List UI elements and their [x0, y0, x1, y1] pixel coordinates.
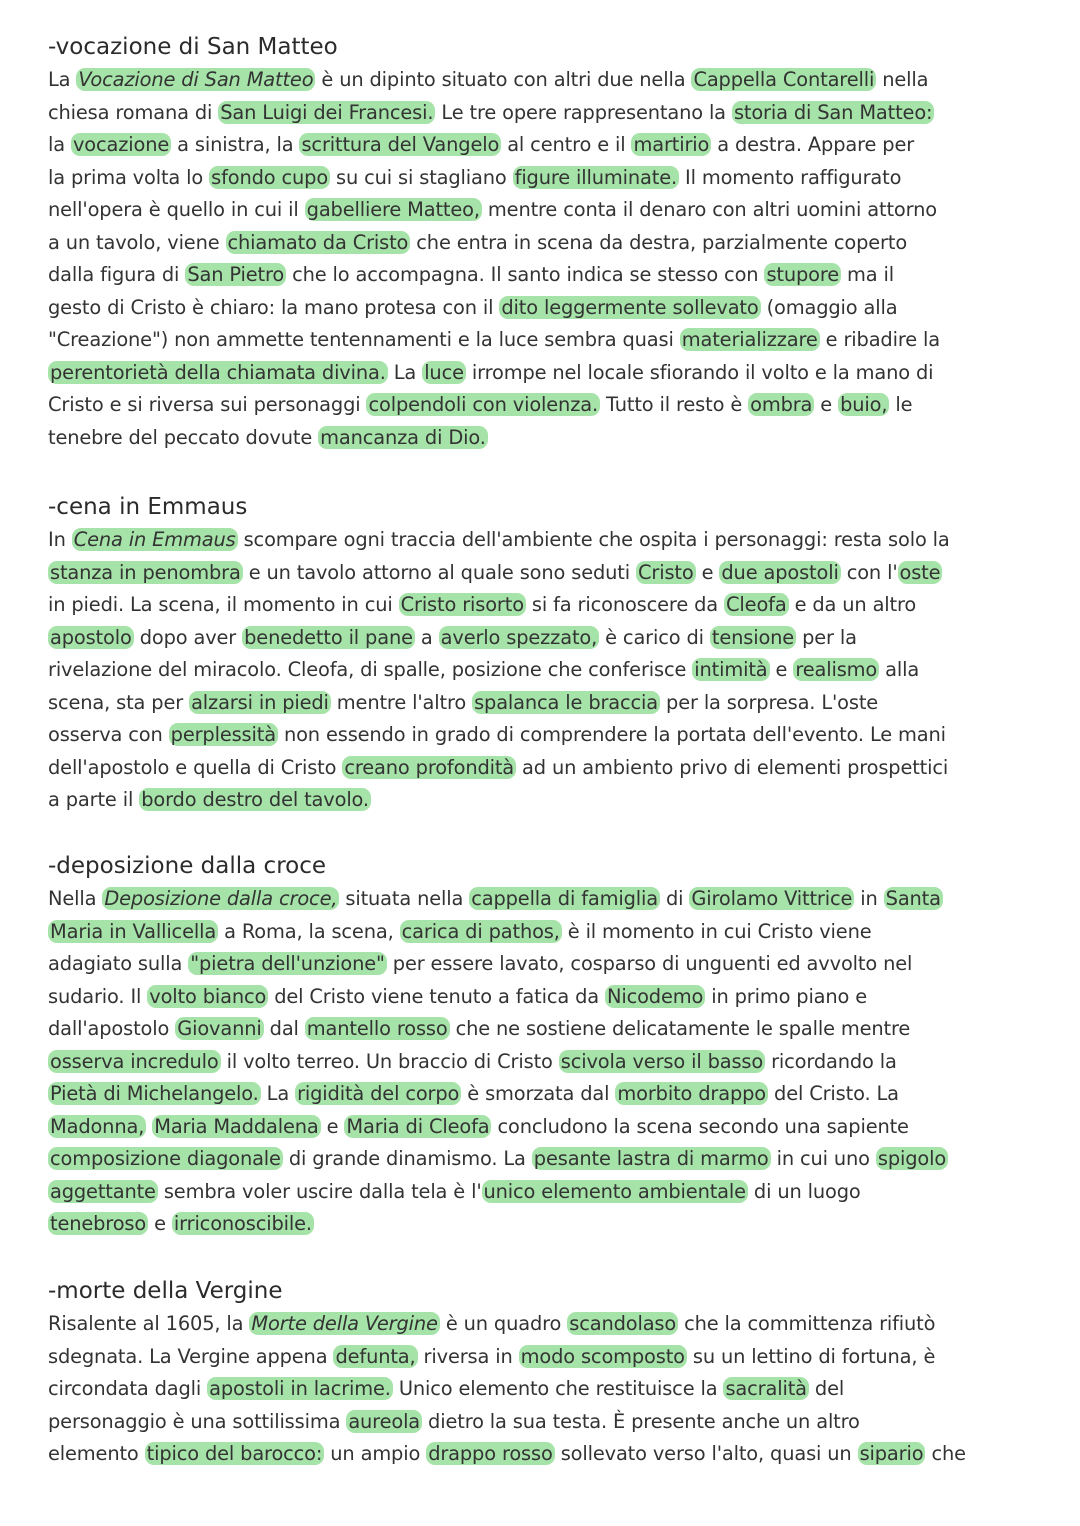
text-segment: di grande dinamismo. La — [282, 1147, 532, 1170]
text-segment: dal — [263, 1017, 305, 1040]
text-segment: le — [889, 393, 913, 416]
text-segment: per la sorpresa. L'oste — [660, 690, 879, 714]
text-segment: del — [808, 1377, 845, 1400]
text-line — [48, 1111, 948, 1144]
highlighted-phrase: "pietra dell'unzione" — [190, 952, 385, 975]
highlighted-phrase: Cleofa — [726, 593, 787, 616]
text-segment: riversa in — [417, 1344, 519, 1368]
section-heading: -morte della Vergine — [48, 1278, 283, 1304]
text-line — [48, 97, 1032, 130]
highlighted-phrase: Vocazione di San Matteo — [78, 68, 314, 91]
text-segment: sembra voler uscire dalla tela è l' — [157, 1179, 482, 1203]
text-line — [48, 589, 950, 622]
highlighted-phrase: spalanca le braccia — [474, 690, 659, 714]
highlighted-phrase: due apostoli — [721, 560, 839, 584]
highlighted-phrase: stupore — [766, 263, 840, 286]
highlighted-phrase: Pietà di Michelangelo. — [50, 1082, 259, 1105]
text-segment: e da un altro — [788, 593, 917, 616]
text-line — [48, 687, 950, 720]
text-line — [48, 324, 1032, 357]
text-line — [48, 916, 948, 949]
highlighted-phrase: irriconoscibile. — [173, 1212, 312, 1235]
text-segment: elemento — [48, 1442, 145, 1465]
text-line — [48, 752, 950, 785]
text-segment: per la — [796, 625, 857, 649]
text-segment: "Creazione") non ammette tentennamenti e la luce sembra quasi — [48, 328, 680, 351]
text-segment: di un luogo — [747, 1179, 861, 1203]
text-segment: alla — [879, 658, 920, 681]
highlighted-phrase: cappella di famiglia — [471, 887, 658, 910]
highlighted-phrase: Maria Maddalena — [154, 1114, 319, 1138]
text-segment: mentre l'altro — [330, 690, 473, 714]
highlighted-phrase: drappo rosso — [428, 1442, 553, 1465]
text-line — [48, 357, 1032, 390]
highlighted-phrase: Santa — [885, 887, 941, 910]
highlighted-phrase: perentorietà della chiamata divina. — [50, 360, 386, 384]
section-deposizione — [48, 849, 948, 1241]
highlighted-phrase: materializzare — [681, 328, 818, 351]
text-segment: osserva con — [48, 723, 169, 746]
text-line — [48, 883, 948, 916]
section-body — [48, 1308, 966, 1471]
highlighted-phrase: tenebroso — [50, 1212, 147, 1235]
text-segment: la prima volta lo — [48, 165, 210, 189]
highlighted-phrase: sacralità — [725, 1377, 807, 1400]
highlighted-phrase: modo scomposto — [520, 1344, 685, 1368]
text-segment: ricordando la — [765, 1049, 897, 1073]
text-segment: la — [48, 133, 71, 156]
text-segment: e ribadire la — [819, 328, 940, 351]
highlighted-phrase: Morte della Vergine — [251, 1312, 438, 1335]
highlighted-phrase: morbito drappo — [617, 1082, 767, 1105]
highlighted-phrase: San Pietro — [187, 263, 285, 286]
text-line — [48, 389, 1032, 422]
text-segment: per essere lavato, cosparso di unguenti ed avvolto nel — [386, 952, 913, 975]
highlighted-phrase: aureola — [348, 1409, 421, 1433]
highlighted-phrase: alzarsi in piedi — [191, 690, 329, 714]
highlighted-phrase: figure illuminate. — [514, 165, 677, 189]
text-segment: Cristo e si riversa sui personaggi — [48, 393, 367, 416]
text-line — [48, 622, 950, 655]
text-line — [48, 162, 1032, 195]
text-segment: e — [695, 560, 720, 584]
text-line — [48, 1438, 966, 1471]
highlighted-phrase: storia di San Matteo: — [733, 100, 933, 124]
text-segment: non essendo in grado di comprendere la portata dell'evento. Le mani — [277, 723, 946, 746]
text-segment: nell'opera è quello in cui il — [48, 198, 305, 221]
text-segment: sudario. Il — [48, 984, 148, 1008]
highlighted-phrase: Deposizione dalla croce, — [104, 887, 338, 910]
highlighted-phrase: Madonna, — [50, 1114, 145, 1138]
text-line — [48, 259, 1032, 292]
section-morte-vergine — [48, 1274, 966, 1471]
highlighted-phrase: Cristo — [638, 560, 694, 584]
text-line — [48, 948, 948, 981]
text-line — [48, 64, 1032, 97]
text-segment: Le tre opere rappresentano la — [435, 100, 732, 124]
text-segment: (omaggio alla — [760, 295, 898, 319]
text-line — [48, 719, 950, 752]
text-line — [48, 1143, 948, 1176]
text-segment: rivelazione del miracolo. Cleofa, di spalle, posizione che conferisce — [48, 658, 693, 681]
text-segment: La — [387, 360, 423, 384]
text-line — [48, 784, 950, 817]
highlighted-phrase: Maria di Cleofa — [346, 1114, 490, 1138]
highlighted-phrase: benedetto il pane — [244, 625, 413, 649]
text-segment: e — [148, 1212, 172, 1235]
text-segment: nella — [876, 68, 929, 91]
text-segment: del Cristo. La — [768, 1082, 899, 1105]
text-segment: dall'apostolo — [48, 1017, 176, 1040]
highlighted-phrase: Maria in Vallicella — [50, 919, 217, 943]
text-segment: di — [659, 887, 690, 910]
text-segment: La — [48, 68, 77, 91]
highlighted-phrase: perplessità — [170, 723, 276, 746]
text-segment: e — [320, 1114, 345, 1138]
highlighted-phrase: Cristo risorto — [400, 593, 524, 616]
highlighted-phrase: tipico del barocco: — [146, 1442, 323, 1465]
text-segment: è un dipinto situato con altri due nella — [315, 68, 692, 91]
highlighted-phrase: volto bianco — [149, 984, 267, 1008]
highlighted-phrase: Nicodemo — [606, 984, 704, 1008]
text-line — [48, 654, 950, 687]
highlighted-phrase: pesante lastra di marmo — [533, 1147, 769, 1170]
highlighted-phrase: Giovanni — [177, 1017, 262, 1040]
text-segment: che entra in scena da destra, parzialmente coperto — [410, 230, 908, 254]
highlighted-phrase: martirio — [633, 133, 710, 156]
section-heading: -cena in Emmaus — [48, 494, 248, 520]
highlighted-phrase: rigidità del corpo — [297, 1082, 460, 1105]
text-segment: La — [260, 1082, 296, 1105]
highlighted-phrase: sipario — [859, 1442, 924, 1465]
text-segment: gesto di Cristo è chiaro: la mano protesa con il — [48, 295, 500, 319]
text-line — [48, 1078, 948, 1111]
highlighted-phrase: scrittura del Vangelo — [301, 133, 500, 156]
text-line — [48, 129, 1032, 162]
section-body — [48, 64, 1032, 454]
highlighted-phrase: ombra — [750, 393, 813, 416]
text-segment: a destra. Appare per — [711, 133, 915, 156]
section-body — [48, 524, 950, 817]
highlighted-phrase: scandolaso — [569, 1312, 677, 1335]
text-segment: a — [414, 625, 439, 649]
text-segment: in — [854, 887, 884, 910]
text-line — [48, 227, 1032, 260]
text-segment: e — [814, 393, 839, 416]
section-cena-emmaus — [48, 490, 950, 817]
highlighted-phrase: stanza in penombra — [50, 560, 241, 584]
highlighted-phrase: buio, — [840, 393, 888, 416]
text-line — [48, 981, 948, 1014]
text-segment: del Cristo viene tenuto a fatica da — [268, 984, 605, 1008]
highlighted-phrase: tensione — [711, 625, 795, 649]
text-segment: dietro la sua testa. È presente anche un altro — [422, 1409, 860, 1433]
highlighted-phrase: creano profondità — [344, 755, 515, 779]
text-segment: scompare ogni traccia dell'ambiente che ospita i personaggi: resta solo la — [237, 528, 950, 551]
text-segment: irrompe nel locale sfiorando il volto e la mano di — [465, 360, 934, 384]
text-segment: a Roma, la scena, — [218, 919, 400, 943]
highlighted-phrase: Girolamo Vittrice — [691, 887, 853, 910]
text-segment: concludono la scena secondo una sapiente — [491, 1114, 909, 1138]
text-segment: a un tavolo, viene — [48, 230, 226, 254]
text-segment: su cui si stagliano — [330, 165, 513, 189]
text-segment: Il momento raffigurato — [679, 165, 902, 189]
highlighted-phrase: composizione diagonale — [50, 1147, 281, 1170]
text-segment: scena, sta per — [48, 690, 190, 714]
text-segment: con l' — [840, 560, 898, 584]
text-segment: a parte il — [48, 788, 140, 811]
text-segment: si fa riconoscere da — [525, 593, 725, 616]
text-line — [48, 1208, 948, 1241]
text-segment: dopo aver — [133, 625, 243, 649]
text-segment: ad un ambiento privo di elementi prospettici — [516, 755, 949, 779]
section-body — [48, 883, 948, 1241]
highlighted-phrase: colpendoli con violenza. — [368, 393, 598, 416]
highlighted-phrase: osserva incredulo — [50, 1049, 219, 1073]
text-segment: che ne sostiene delicatamente le spalle mentre — [449, 1017, 911, 1040]
highlighted-phrase: mantello rosso — [306, 1017, 448, 1040]
text-line — [48, 292, 1032, 325]
text-line — [48, 1308, 966, 1341]
text-segment: chiesa romana di — [48, 100, 219, 124]
highlighted-phrase: apostoli in lacrime. — [209, 1377, 391, 1400]
text-line — [48, 1013, 948, 1046]
highlighted-phrase: realismo — [795, 658, 878, 681]
highlighted-phrase: defunta, — [335, 1344, 416, 1368]
text-line — [48, 1373, 966, 1406]
text-segment: situata nella — [339, 887, 470, 910]
text-segment: e — [769, 658, 794, 681]
section-heading: -deposizione dalla croce — [48, 853, 327, 879]
text-segment: Nella — [48, 887, 103, 910]
text-segment: che lo accompagna. Il santo indica se stesso con — [286, 263, 765, 286]
highlighted-phrase: sfondo cupo — [211, 165, 329, 189]
text-line — [48, 422, 1032, 455]
text-line — [48, 1176, 948, 1209]
text-segment: Risalente al 1605, la — [48, 1312, 250, 1335]
highlighted-phrase: vocazione — [72, 133, 170, 156]
highlighted-phrase: oste — [899, 560, 941, 584]
highlighted-phrase: luce — [424, 360, 464, 384]
section-heading: -vocazione di San Matteo — [48, 34, 338, 60]
text-line — [48, 1341, 966, 1374]
text-segment: In — [48, 528, 72, 551]
text-segment: sollevato verso l'alto, quasi un — [554, 1442, 858, 1465]
highlighted-phrase: dito leggermente sollevato — [501, 295, 759, 319]
text-segment: è il momento in cui Cristo viene — [561, 919, 872, 943]
text-segment: tenebre del peccato dovute — [48, 425, 319, 449]
text-segment: che — [925, 1442, 966, 1465]
highlighted-phrase: apostolo — [50, 625, 132, 649]
text-line — [48, 524, 950, 557]
highlighted-phrase: Cappella Contarelli — [693, 68, 875, 91]
highlighted-phrase: chiamato da Cristo — [227, 230, 409, 254]
text-segment: un ampio — [324, 1442, 427, 1465]
text-segment: Unico elemento che restituisce la — [392, 1377, 724, 1400]
text-segment: il volto terreo. Un braccio di Cristo — [220, 1049, 559, 1073]
text-segment: adagiato sulla — [48, 952, 189, 975]
text-segment: personaggio è una sottilissima — [48, 1409, 347, 1433]
highlighted-phrase: scivola verso il basso — [560, 1049, 764, 1073]
text-segment: in piedi. La scena, il momento in cui — [48, 593, 399, 616]
highlighted-phrase: spigolo — [877, 1147, 947, 1170]
text-line — [48, 1406, 966, 1439]
highlighted-phrase: bordo destro del tavolo. — [141, 788, 369, 811]
text-segment: è un quadro — [439, 1312, 568, 1335]
highlighted-phrase: carica di pathos, — [401, 919, 560, 943]
text-line — [48, 194, 1032, 227]
text-segment: sdegnata. La Vergine appena — [48, 1344, 334, 1368]
text-line — [48, 1046, 948, 1079]
text-line — [48, 557, 950, 590]
text-segment: Tutto il resto è — [599, 393, 749, 416]
highlighted-phrase: mancanza di Dio. — [320, 425, 486, 449]
text-segment: è carico di — [599, 625, 710, 649]
section-vocazione — [48, 30, 1032, 454]
text-segment: circondata dagli — [48, 1377, 208, 1400]
highlighted-phrase: Cena in Emmaus — [73, 528, 236, 551]
text-segment: che la committenza rifiutò — [678, 1312, 936, 1335]
text-segment: in primo piano e — [705, 984, 868, 1008]
highlighted-phrase: intimità — [694, 658, 768, 681]
text-segment: dell'apostolo e quella di Cristo — [48, 755, 343, 779]
highlighted-phrase: aggettante — [50, 1179, 156, 1203]
text-segment: al centro e il — [501, 133, 632, 156]
text-segment: è smorzata dal — [461, 1082, 616, 1105]
highlighted-phrase: gabelliere Matteo, — [306, 198, 480, 221]
text-segment: ma il — [841, 263, 895, 286]
text-segment: mentre conta il denaro con altri uomini attorno — [481, 198, 937, 221]
highlighted-phrase: unico elemento ambientale — [483, 1179, 746, 1203]
text-segment: a sinistra, la — [171, 133, 300, 156]
text-segment: e un tavolo attorno al quale sono seduti — [242, 560, 636, 584]
text-segment: in cui uno — [770, 1147, 876, 1170]
text-segment: dalla figura di — [48, 263, 186, 286]
text-segment: su un lettino di fortuna, è — [686, 1344, 936, 1368]
highlighted-phrase: San Luigi dei Francesi. — [220, 100, 434, 124]
highlighted-phrase: averlo spezzato, — [440, 625, 598, 649]
